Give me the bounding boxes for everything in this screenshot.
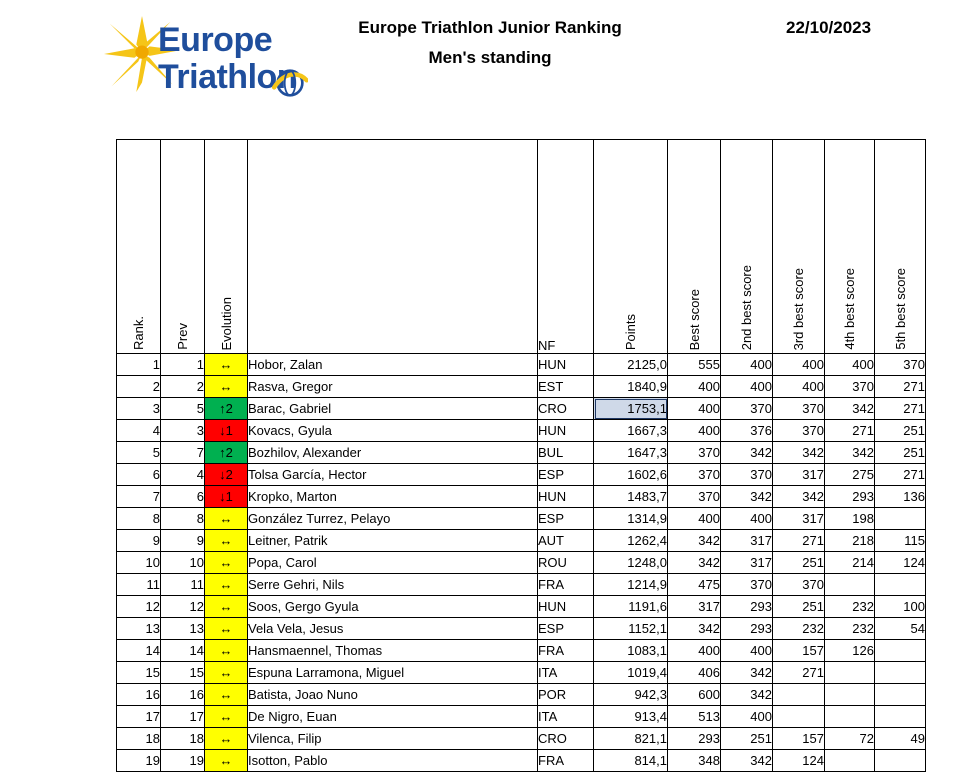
cell-4th-best-score[interactable]: 198: [825, 508, 875, 530]
cell-evolution[interactable]: ↔: [205, 750, 248, 772]
cell-rank[interactable]: 6: [117, 464, 161, 486]
cell-evolution[interactable]: ↔: [205, 640, 248, 662]
cell-athlete-name[interactable]: Batista, Joao Nuno: [248, 684, 538, 706]
cell-2nd-best-score[interactable]: 370: [721, 398, 773, 420]
cell-2nd-best-score[interactable]: 251: [721, 728, 773, 750]
column-header-rank[interactable]: [117, 140, 161, 354]
cell-nf[interactable]: EST: [538, 376, 594, 398]
cell-nf[interactable]: HUN: [538, 486, 594, 508]
table-row[interactable]: [117, 662, 926, 684]
ranking-table-body: [117, 354, 926, 772]
cell-evolution[interactable]: ↓1: [205, 486, 248, 508]
cell-nf[interactable]: FRA: [538, 640, 594, 662]
table-row[interactable]: [117, 640, 926, 662]
cell-4th-best-score[interactable]: 214: [825, 552, 875, 574]
cell-5th-best-score[interactable]: 54: [875, 618, 926, 640]
cell-rank[interactable]: 12: [117, 596, 161, 618]
cell-2nd-best-score[interactable]: 376: [721, 420, 773, 442]
cell-nf[interactable]: AUT: [538, 530, 594, 552]
cell-evolution[interactable]: ↔: [205, 596, 248, 618]
cell-4th-best-score[interactable]: 342: [825, 398, 875, 420]
cell-5th-best-score[interactable]: 136: [875, 486, 926, 508]
cell-points[interactable]: 1840,9: [594, 376, 668, 398]
table-row[interactable]: [117, 552, 926, 574]
cell-2nd-best-score[interactable]: 400: [721, 508, 773, 530]
logo-line-1: Europe: [158, 21, 273, 59]
cell-rank[interactable]: 17: [117, 706, 161, 728]
cell-5th-best-score[interactable]: 251: [875, 442, 926, 464]
cell-3rd-best-score[interactable]: 370: [773, 420, 825, 442]
column-header-4th-best-score[interactable]: [825, 140, 875, 354]
cell-3rd-best-score[interactable]: 251: [773, 596, 825, 618]
cell-prev[interactable]: 15: [161, 662, 205, 684]
cell-best-score[interactable]: 400: [668, 376, 721, 398]
document-date: 22/10/2023: [786, 18, 872, 37]
cell-points[interactable]: 942,3: [594, 684, 668, 706]
cell-rank[interactable]: 19: [117, 750, 161, 772]
cell-2nd-best-score[interactable]: 342: [721, 750, 773, 772]
cell-rank[interactable]: 18: [117, 728, 161, 750]
table-header-row: [117, 140, 926, 354]
cell-prev[interactable]: 9: [161, 530, 205, 552]
cell-3rd-best-score[interactable]: 251: [773, 552, 825, 574]
cell-athlete-name[interactable]: Leitner, Patrik: [248, 530, 538, 552]
cell-rank[interactable]: 13: [117, 618, 161, 640]
column-header-prev[interactable]: [161, 140, 205, 354]
cell-2nd-best-score[interactable]: 400: [721, 354, 773, 376]
cell-evolution[interactable]: ↔: [205, 354, 248, 376]
cell-evolution[interactable]: ↔: [205, 530, 248, 552]
cell-athlete-name[interactable]: De Nigro, Euan: [248, 706, 538, 728]
cell-3rd-best-score[interactable]: 342: [773, 486, 825, 508]
column-header-2nd-best-score-label: 2nd best score: [739, 264, 754, 350]
cell-best-score[interactable]: 342: [668, 618, 721, 640]
cell-points[interactable]: 821,1: [594, 728, 668, 750]
cell-athlete-name[interactable]: Hansmaennel, Thomas: [248, 640, 538, 662]
cell-rank[interactable]: 5: [117, 442, 161, 464]
ranking-table: [116, 139, 926, 772]
column-header-2nd-best-score[interactable]: [721, 140, 773, 354]
column-header-4th-best-score-label: 4th best score: [842, 268, 857, 350]
cell-3rd-best-score[interactable]: 370: [773, 398, 825, 420]
cell-nf[interactable]: FRA: [538, 750, 594, 772]
cell-nf[interactable]: ESP: [538, 464, 594, 486]
cell-rank[interactable]: 3: [117, 398, 161, 420]
cell-athlete-name[interactable]: Vela Vela, Jesus: [248, 618, 538, 640]
cell-2nd-best-score[interactable]: 400: [721, 640, 773, 662]
cell-prev[interactable]: 5: [161, 398, 205, 420]
cell-rank[interactable]: 14: [117, 640, 161, 662]
table-row[interactable]: [117, 728, 926, 750]
table-row[interactable]: [117, 618, 926, 640]
column-header-5th-best-score[interactable]: [875, 140, 926, 354]
cell-nf[interactable]: ESP: [538, 618, 594, 640]
cell-points[interactable]: 1602,6: [594, 464, 668, 486]
cell-prev[interactable]: 14: [161, 640, 205, 662]
cell-nf[interactable]: BUL: [538, 442, 594, 464]
column-header-evolution[interactable]: [205, 140, 248, 354]
cell-4th-best-score[interactable]: 293: [825, 486, 875, 508]
cell-4th-best-score[interactable]: 400: [825, 354, 875, 376]
table-row[interactable]: [117, 596, 926, 618]
cell-nf[interactable]: ITA: [538, 706, 594, 728]
cell-3rd-best-score[interactable]: 124: [773, 750, 825, 772]
cell-evolution[interactable]: ↔: [205, 618, 248, 640]
cell-points[interactable]: 1483,7: [594, 486, 668, 508]
cell-best-score[interactable]: 475: [668, 574, 721, 596]
cell-evolution[interactable]: ↔: [205, 684, 248, 706]
cell-points[interactable]: 1262,4: [594, 530, 668, 552]
cell-prev[interactable]: 11: [161, 574, 205, 596]
cell-4th-best-score[interactable]: [825, 662, 875, 684]
table-row[interactable]: [117, 398, 926, 420]
column-header-3rd-best-score-label: 3rd best score: [791, 267, 806, 350]
table-row[interactable]: [117, 376, 926, 398]
cell-points[interactable]: 913,4: [594, 706, 668, 728]
cell-best-score[interactable]: 348: [668, 750, 721, 772]
cell-3rd-best-score[interactable]: [773, 706, 825, 728]
column-header-5th-best-score-label: 5th best score: [892, 268, 908, 350]
cell-prev[interactable]: 17: [161, 706, 205, 728]
column-header-best-score-label: Best score: [686, 288, 702, 350]
cell-5th-best-score[interactable]: 251: [875, 420, 926, 442]
cell-points[interactable]: 1191,6: [594, 596, 668, 618]
cell-3rd-best-score[interactable]: 271: [773, 662, 825, 684]
cell-prev[interactable]: 7: [161, 442, 205, 464]
cell-2nd-best-score[interactable]: 342: [721, 684, 773, 706]
cell-4th-best-score[interactable]: 370: [825, 376, 875, 398]
cell-athlete-name[interactable]: Hobor, Zalan: [248, 354, 538, 376]
cell-3rd-best-score[interactable]: 157: [773, 728, 825, 750]
cell-3rd-best-score[interactable]: 342: [773, 442, 825, 464]
cell-evolution[interactable]: ↔: [205, 728, 248, 750]
cell-athlete-name[interactable]: Soos, Gergo Gyula: [248, 596, 538, 618]
cell-points[interactable]: 1019,4: [594, 662, 668, 684]
cell-2nd-best-score[interactable]: 342: [721, 486, 773, 508]
cell-evolution[interactable]: ↑2: [205, 442, 248, 464]
column-header-evolution-label: Evolution: [218, 296, 234, 350]
cell-points[interactable]: 1647,3: [594, 442, 668, 464]
cell-nf[interactable]: POR: [538, 684, 594, 706]
cell-evolution[interactable]: ↔: [205, 574, 248, 596]
cell-athlete-name[interactable]: Popa, Carol: [248, 552, 538, 574]
cell-4th-best-score[interactable]: 232: [825, 596, 875, 618]
cell-evolution[interactable]: ↑2: [205, 398, 248, 420]
cell-best-score[interactable]: 317: [668, 596, 721, 618]
ranking-table-wrap: [116, 139, 926, 772]
cell-best-score[interactable]: 555: [668, 354, 721, 376]
cell-points[interactable]: 1152,1: [594, 618, 668, 640]
cell-rank[interactable]: 11: [117, 574, 161, 596]
table-row[interactable]: [117, 464, 926, 486]
cell-rank[interactable]: 7: [117, 486, 161, 508]
cell-best-score[interactable]: 370: [668, 464, 721, 486]
column-header-prev-label: Prev: [175, 323, 190, 350]
cell-points[interactable]: 814,1: [594, 750, 668, 772]
cell-4th-best-score[interactable]: 275: [825, 464, 875, 486]
cell-athlete-name[interactable]: Kropko, Marton: [248, 486, 538, 508]
cell-5th-best-score[interactable]: 124: [875, 552, 926, 574]
table-row[interactable]: [117, 684, 926, 706]
globe-swoosh-icon: [272, 68, 308, 98]
cell-5th-best-score[interactable]: 271: [875, 464, 926, 486]
cell-4th-best-score[interactable]: 342: [825, 442, 875, 464]
cell-prev[interactable]: 13: [161, 618, 205, 640]
cell-4th-best-score[interactable]: 72: [825, 728, 875, 750]
cell-nf[interactable]: HUN: [538, 420, 594, 442]
cell-points[interactable]: 1083,1: [594, 640, 668, 662]
page-title: [330, 16, 650, 70]
cell-nf[interactable]: ESP: [538, 508, 594, 530]
cell-athlete-name[interactable]: Espuna Larramona, Miguel: [248, 662, 538, 684]
cell-2nd-best-score[interactable]: 400: [721, 706, 773, 728]
logo-line-2: Triathlon: [158, 58, 298, 96]
cell-nf[interactable]: CRO: [538, 728, 594, 750]
cell-rank[interactable]: 16: [117, 684, 161, 706]
cell-evolution[interactable]: ↓1: [205, 420, 248, 442]
cell-athlete-name[interactable]: Kovacs, Gyula: [248, 420, 538, 442]
cell-5th-best-score[interactable]: 271: [875, 376, 926, 398]
cell-nf[interactable]: ITA: [538, 662, 594, 684]
cell-evolution[interactable]: ↔: [205, 552, 248, 574]
cell-5th-best-score[interactable]: 271: [875, 398, 926, 420]
cell-athlete-name[interactable]: Rasva, Gregor: [248, 376, 538, 398]
table-row[interactable]: [117, 486, 926, 508]
cell-3rd-best-score[interactable]: 370: [773, 574, 825, 596]
cell-evolution[interactable]: ↔: [205, 662, 248, 684]
table-row[interactable]: [117, 442, 926, 464]
cell-nf[interactable]: CRO: [538, 398, 594, 420]
cell-prev[interactable]: 6: [161, 486, 205, 508]
cell-athlete-name[interactable]: Serre Gehri, Nils: [248, 574, 538, 596]
column-header-name[interactable]: [248, 140, 538, 354]
table-row[interactable]: [117, 530, 926, 552]
cell-prev[interactable]: 16: [161, 684, 205, 706]
cell-points[interactable]: 1214,9: [594, 574, 668, 596]
cell-best-score[interactable]: 400: [668, 508, 721, 530]
cell-prev[interactable]: 4: [161, 464, 205, 486]
cell-athlete-name[interactable]: Isotton, Pablo: [248, 750, 538, 772]
cell-points[interactable]: 2125,0: [594, 354, 668, 376]
cell-5th-best-score[interactable]: [875, 684, 926, 706]
cell-2nd-best-score[interactable]: 342: [721, 442, 773, 464]
cell-2nd-best-score[interactable]: 293: [721, 618, 773, 640]
cell-rank[interactable]: 1: [117, 354, 161, 376]
cell-best-score[interactable]: 370: [668, 442, 721, 464]
column-header-points-label: Points: [623, 313, 638, 350]
cell-3rd-best-score[interactable]: 400: [773, 376, 825, 398]
cell-3rd-best-score[interactable]: 400: [773, 354, 825, 376]
cell-5th-best-score[interactable]: [875, 662, 926, 684]
cell-4th-best-score[interactable]: 271: [825, 420, 875, 442]
column-header-nf[interactable]: NF: [538, 140, 594, 354]
cell-prev[interactable]: 18: [161, 728, 205, 750]
cell-5th-best-score[interactable]: 370: [875, 354, 926, 376]
cell-best-score[interactable]: 342: [668, 552, 721, 574]
cell-rank[interactable]: 9: [117, 530, 161, 552]
cell-5th-best-score[interactable]: [875, 706, 926, 728]
cell-best-score[interactable]: 400: [668, 398, 721, 420]
cell-points[interactable]: 1753,1: [594, 398, 668, 420]
cell-points[interactable]: 1667,3: [594, 420, 668, 442]
cell-4th-best-score[interactable]: 218: [825, 530, 875, 552]
cell-3rd-best-score[interactable]: [773, 684, 825, 706]
cell-4th-best-score[interactable]: [825, 684, 875, 706]
cell-best-score[interactable]: 342: [668, 530, 721, 552]
cell-prev[interactable]: 2: [161, 376, 205, 398]
cell-prev[interactable]: 1: [161, 354, 205, 376]
cell-2nd-best-score[interactable]: 370: [721, 464, 773, 486]
cell-4th-best-score[interactable]: [825, 574, 875, 596]
cell-athlete-name[interactable]: Bozhilov, Alexander: [248, 442, 538, 464]
europe-triathlon-logo: [100, 14, 320, 110]
cell-athlete-name[interactable]: Vilenca, Filip: [248, 728, 538, 750]
cell-5th-best-score[interactable]: 100: [875, 596, 926, 618]
cell-points[interactable]: 1248,0: [594, 552, 668, 574]
cell-4th-best-score[interactable]: 126: [825, 640, 875, 662]
cell-prev[interactable]: 12: [161, 596, 205, 618]
cell-2nd-best-score[interactable]: 400: [721, 376, 773, 398]
cell-2nd-best-score[interactable]: 293: [721, 596, 773, 618]
cell-best-score[interactable]: 513: [668, 706, 721, 728]
cell-points[interactable]: 1314,9: [594, 508, 668, 530]
column-header-rank-label: Rank.: [131, 316, 146, 350]
table-row[interactable]: [117, 706, 926, 728]
cell-5th-best-score[interactable]: [875, 640, 926, 662]
table-row[interactable]: [117, 420, 926, 442]
cell-5th-best-score[interactable]: 49: [875, 728, 926, 750]
cell-best-score[interactable]: 293: [668, 728, 721, 750]
cell-5th-best-score[interactable]: [875, 574, 926, 596]
cell-rank[interactable]: 2: [117, 376, 161, 398]
table-row[interactable]: [117, 574, 926, 596]
column-header-points[interactable]: [594, 140, 668, 354]
cell-3rd-best-score[interactable]: 317: [773, 508, 825, 530]
cell-best-score[interactable]: 400: [668, 420, 721, 442]
cell-5th-best-score[interactable]: [875, 508, 926, 530]
cell-prev[interactable]: 10: [161, 552, 205, 574]
cell-nf[interactable]: HUN: [538, 596, 594, 618]
table-row[interactable]: [117, 508, 926, 530]
cell-prev[interactable]: 19: [161, 750, 205, 772]
cell-evolution[interactable]: ↔: [205, 376, 248, 398]
cell-evolution[interactable]: ↔: [205, 508, 248, 530]
cell-nf[interactable]: FRA: [538, 574, 594, 596]
column-header-best-score[interactable]: [668, 140, 721, 354]
cell-3rd-best-score[interactable]: 271: [773, 530, 825, 552]
table-row[interactable]: [117, 354, 926, 376]
cell-best-score[interactable]: 370: [668, 486, 721, 508]
cell-athlete-name[interactable]: Barac, Gabriel: [248, 398, 538, 420]
cell-prev[interactable]: 8: [161, 508, 205, 530]
cell-best-score[interactable]: 406: [668, 662, 721, 684]
cell-2nd-best-score[interactable]: 317: [721, 530, 773, 552]
cell-athlete-name[interactable]: Tolsa García, Hector: [248, 464, 538, 486]
title-sub: Men's standing: [428, 48, 552, 67]
cell-evolution[interactable]: ↔: [205, 706, 248, 728]
cell-best-score[interactable]: 600: [668, 684, 721, 706]
cell-prev[interactable]: 3: [161, 420, 205, 442]
cell-3rd-best-score[interactable]: 157: [773, 640, 825, 662]
column-header-3rd-best-score[interactable]: [773, 140, 825, 354]
cell-athlete-name[interactable]: González Turrez, Pelayo: [248, 508, 538, 530]
cell-rank[interactable]: 15: [117, 662, 161, 684]
cell-2nd-best-score[interactable]: 370: [721, 574, 773, 596]
cell-rank[interactable]: 8: [117, 508, 161, 530]
cell-rank[interactable]: 10: [117, 552, 161, 574]
cell-evolution[interactable]: ↓2: [205, 464, 248, 486]
title-main: Europe Triathlon Junior Ranking: [358, 18, 622, 37]
cell-best-score[interactable]: 400: [668, 640, 721, 662]
cell-2nd-best-score[interactable]: 342: [721, 662, 773, 684]
cell-4th-best-score[interactable]: 232: [825, 618, 875, 640]
cell-3rd-best-score[interactable]: 232: [773, 618, 825, 640]
document-header: [0, 0, 967, 120]
cell-5th-best-score[interactable]: 115: [875, 530, 926, 552]
cell-nf[interactable]: ROU: [538, 552, 594, 574]
cell-rank[interactable]: 4: [117, 420, 161, 442]
cell-nf[interactable]: HUN: [538, 354, 594, 376]
cell-3rd-best-score[interactable]: 317: [773, 464, 825, 486]
cell-2nd-best-score[interactable]: 317: [721, 552, 773, 574]
cell-4th-best-score[interactable]: [825, 706, 875, 728]
